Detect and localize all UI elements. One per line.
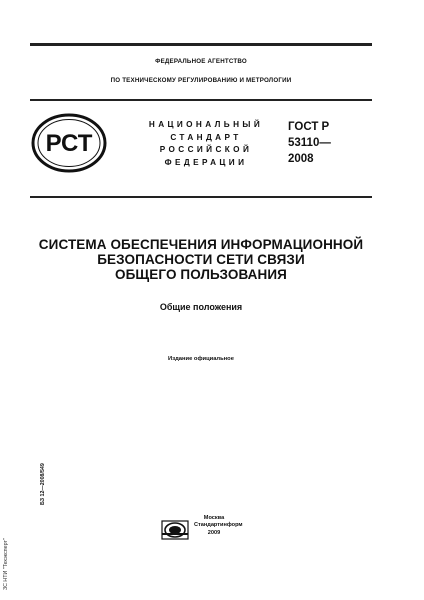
catalog-code: БЗ 12—2008/549: [40, 463, 46, 505]
agency-name-line1: ФЕДЕРАЛЬНОЕ АГЕНТСТВО: [155, 58, 247, 65]
standard-designation-line2: 53110—: [288, 137, 331, 149]
document-title-line3: ОБЩЕГО ПОЛЬЗОВАНИЯ: [115, 267, 287, 282]
standard-designation-line3: 2008: [288, 153, 314, 165]
document-title-line2: БЕЗОПАСНОСТИ СЕТИ СВЯЗИ: [97, 252, 305, 267]
standard-type-line4: ФЕДЕРАЦИИ: [164, 158, 248, 167]
publisher-name: Стандартинформ: [194, 522, 243, 529]
top-rule: [30, 43, 372, 46]
watermark-text: ЗС НТИ "Техэксперт": [3, 538, 9, 590]
publisher-logo: [161, 520, 189, 540]
publication-year: 2009: [207, 529, 221, 536]
publisher-city: Москва: [203, 515, 225, 521]
logo-letters: РСТ: [45, 130, 93, 157]
edition-note: Издание официальное: [168, 356, 234, 362]
document-subtitle: Общие положения: [159, 302, 243, 312]
standard-type-line1: НАЦИОНАЛЬНЫЙ: [148, 120, 264, 129]
standard-type-line2: СТАНДАРТ: [170, 133, 242, 142]
standard-designation-line1: ГОСТ Р: [288, 121, 330, 133]
gost-r-logo: [31, 113, 107, 173]
publisher-info: [194, 515, 243, 537]
agency-name-line2: ПО ТЕХНИЧЕСКОМУ РЕГУЛИРОВАНИЮ И МЕТРОЛОГИИ: [110, 77, 292, 84]
lower-rule: [30, 196, 372, 198]
upper-rule: [30, 99, 372, 101]
document-title-line1: СИСТЕМА ОБЕСПЕЧЕНИЯ ИНФОРМАЦИОННОЙ: [38, 237, 364, 252]
standard-type-line3: РОССИЙСКОЙ: [159, 145, 253, 154]
